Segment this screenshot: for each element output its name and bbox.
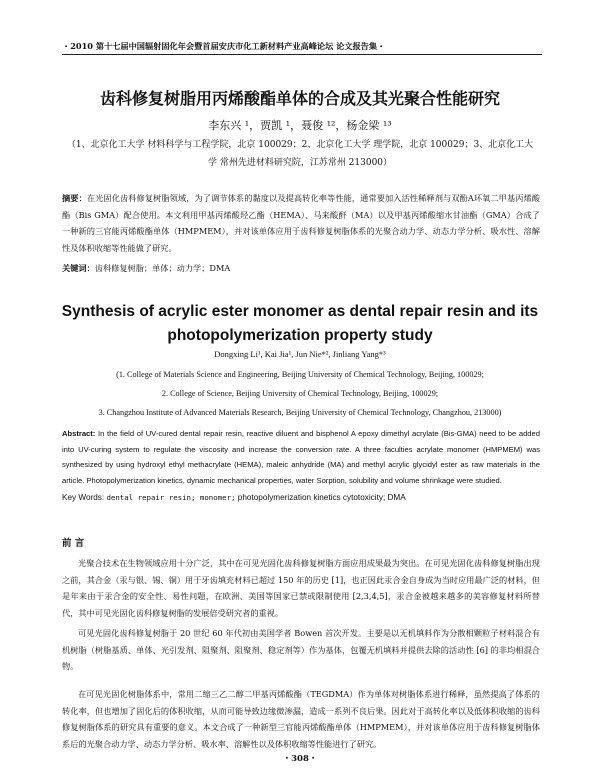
chinese-abstract	[62, 190, 540, 256]
intro-paragraph-3: 在可见光固化树脂体系中，常用二缩三乙二醇二甲基丙烯酸酯（TEGDMA）作为单体对树脂体系进行稀释，虽然提高了体系的转化率，但也增加了固化后的体积收缩，从而可能导致边缘微渗漏，造成一系列不良后果。因此对于高转化率以及低体积收缩的齿科修复树脂体系的研究具有重要的意义。本文合成了一种新型三官能丙烯酸酯单体（HMPMEM），并对该单体应用于齿科修复树脂体系后的光聚合动力学、动态力学分析、吸水率、溶解性以及体积收缩等性能进行了研究。	[62, 689, 540, 749]
english-keywords-mono: dental repair resin; monomer;	[106, 493, 236, 502]
english-affiliation-3: 3. Changzhou Institute of Advanced Materials Research, Beijing University of Chemical Technology, Changzhou, 213000)	[98, 408, 502, 417]
chinese-authors: 李东兴 ¹，贾凯 ¹，聂俊 ¹²，杨金梁 ¹³	[208, 119, 392, 132]
chinese-affiliation-line: （1、北京化工大学 材料科学与工程学院，北京 100029；2、北京化工大学 理学院，北京 100029；3、北京化工大	[66, 140, 534, 150]
section-heading-intro: 前 言	[62, 538, 85, 549]
english-keywords-label: Key Words:	[62, 493, 105, 502]
english-authors: Dongxing Li¹, Kai Jia¹, Jun Nie*², Jinliang Yang*³	[214, 349, 386, 359]
english-title-line: photopolymerization property study	[167, 327, 433, 344]
intro-paragraph-2: 可见光固化齿科修复树脂于 20 世纪 60 年代初由美国学者 Bowen 首次开发。主要是以无机填料作为分散相颗粒子材料混合有机树脂（树脂基质、单体、光引发剂、阻聚剂、阻聚剂、稳定剂等）作为基体，包覆无机填料并提供去除的活动性 [6] 的非均相混合物。	[62, 628, 540, 671]
chinese-keywords-text: 齿科修复树脂；单体；动力学；DMA	[94, 263, 231, 273]
chinese-affiliation-line: 学 常州先进材料研究院，江苏常州 213000）	[207, 158, 393, 168]
chinese-affiliations	[60, 136, 540, 172]
chinese-abstract-label: 摘要：	[62, 193, 87, 203]
chinese-title: 齿科修复树脂用丙烯酸酯单体的合成及其光聚合性能研究	[99, 89, 500, 108]
english-affiliation-1: (1. College of Materials Science and Engineering, Beijing University of Chemical Technology, Beijing, 100029;	[116, 370, 484, 379]
english-title	[40, 300, 560, 348]
running-header: ・2010 第十七届中国辐射固化年会暨首届安庆市化工新材料产业高峰论坛 论文报告集・	[62, 41, 386, 51]
english-affiliation-2: 2. College of Science, Beijing University of Chemical Technology, Beijing, 100029;	[161, 389, 439, 398]
chinese-keywords-label: 关键词：	[62, 263, 95, 273]
header-rule	[62, 54, 542, 55]
english-title-line: Synthesis of acrylic ester monomer as dental repair resin and its	[61, 303, 539, 320]
english-keywords	[62, 493, 540, 502]
chinese-keywords	[62, 263, 540, 274]
intro-paragraph-1: 光聚合技术在生物领域应用十分广泛，其中在可见光固化齿科修复树脂方面应用成果最为突出。在可见光固化齿科修复树脂出现之前，其合金（汞与银、锡、铜）用于牙齿填充材料已超过 150 年的历史 [1]，也正因此汞合金自身成为当时应用最广泛的材料，但是年来由于汞合金的安全性、易性问题，在欧洲、美国等国家已禁或限制使用 [2,3,4,5]，汞合金被越来越多的美容修复材料所替代，其中可见光固化齿科修复树脂的发展倍受研究者的重视。	[62, 558, 540, 618]
english-abstract-text: In the field of UV-cured dental repair resin, reactive diluent and bisphenol A epoxy dimethyl acrylate (Bis-GMA) need to be added into UV-curing system to regulate the viscosity and increase the conversion rate. A three faculties acrylate monomer (HMPMEM) was synthesized by using hydroxyl ethyl methacrylate (HEMA), maleic anhydride (MA) and methyl acrylic glycidyl ester as raw materials in the article. Photopolymerization kinetics, dynamic mechanical properties, water Sorption, solubility and volume shrinkage were studied.	[62, 429, 540, 485]
chinese-abstract-text: 在光固化齿科修复树脂领域，为了调节体系的黏度以及提高转化率等性能，通常要加入活性稀释剂与双酚A环氧二甲基丙烯酸酯（Bis GMA）配合使用。本文利用甲基丙烯酸羟乙酯（HEMA）、马来酸酐（MA）以及甲基丙烯酸缩水甘油酯（GMA）合成了一种新的三官能丙烯酸酯单体（HMPMEM），并对该单体应用于齿科修复树脂体系的光聚合动力学、动态力学分析、吸水性、溶解性及体积收缩等性能做了研究。	[62, 193, 540, 253]
english-abstract	[62, 426, 540, 488]
english-abstract-label: Abstract:	[62, 429, 96, 438]
page-number: ・308・	[282, 754, 318, 764]
english-keywords-rest: photopolymerization kinetics cytotoxicity; DMA	[235, 493, 406, 502]
